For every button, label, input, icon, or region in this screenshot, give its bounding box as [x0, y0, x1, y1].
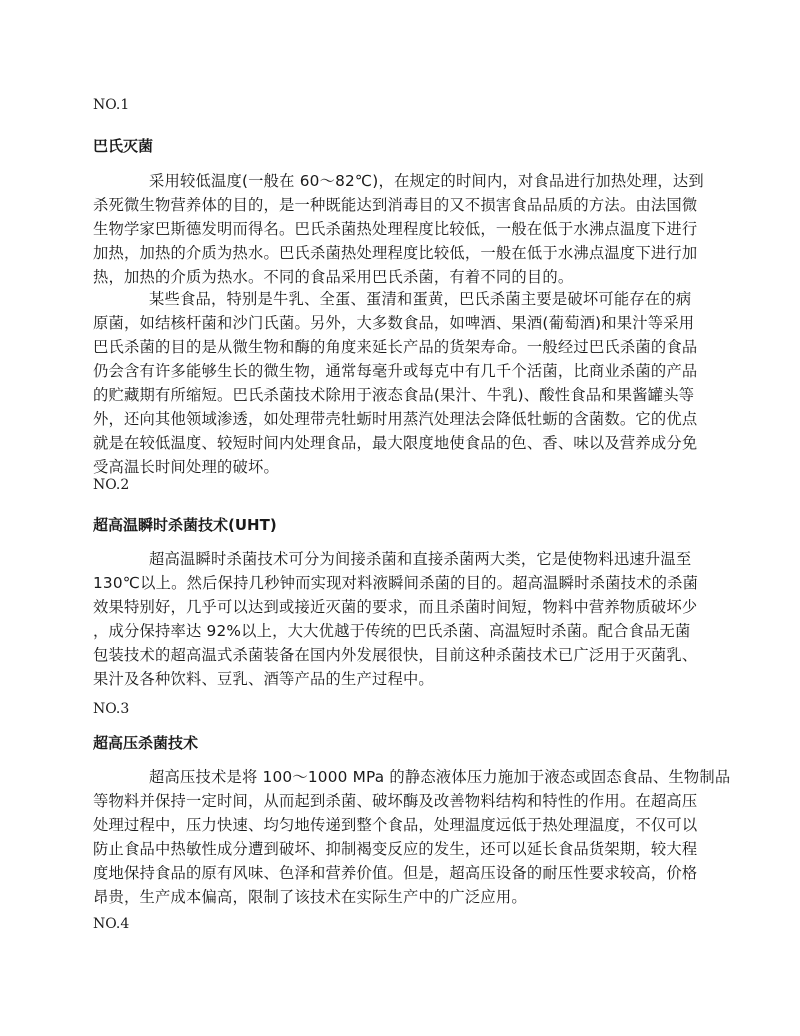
text-line: 果汁及各种饮料、豆乳、酒等产品的生产过程中。 — [93, 670, 434, 688]
text-line: 杀死微生物营养体的目的，是一种既能达到消毒目的又不损害食品品质的方法。由法国微 — [93, 196, 698, 214]
text-line: 包装技术的超高温式杀菌装备在国内外发展很快，目前这种杀菌技术已广泛用于灭菌乳、 — [93, 646, 698, 664]
section-heading-2: 超高温瞬时杀菌技术(UHT) — [93, 516, 277, 534]
text-line: 处理过程中，压力快速、均匀地传递到整个食品，处理温度远低于热处理温度，不仅可以 — [93, 816, 698, 834]
text-line: 生物学家巴斯德发明而得名。巴氏杀菌热处理程度比较低，一般在低于水沸点温度下进行 — [93, 220, 698, 238]
text-line: 度地保持食品的原有风味、色泽和营养价值。但是，超高压设备的耐压性要求较高，价格 — [93, 864, 698, 882]
text-line: 原菌，如结核杆菌和沙门氏菌。另外，大多数食品，如啤酒、果酒(葡萄酒)和果汁等采用 — [93, 314, 695, 332]
text-line: ，成分保持率达 92%以上，大大优越于传统的巴氏杀菌、高温短时杀菌。配合食品无菌 — [93, 622, 691, 640]
text-line: 昂贵，生产成本偏高，限制了该技术在实际生产中的广泛应用。 — [93, 888, 527, 906]
text-line: 巴氏杀菌的目的是从微生物和酶的角度来延长产品的货架寿命。一般经过巴氏杀菌的食品 — [93, 338, 698, 356]
section-heading-3: 超高压杀菌技术 — [93, 734, 199, 752]
text-line: 采用较低温度(一般在 60～82℃)，在规定的时间内，对食品进行加热处理，达到 — [149, 172, 704, 190]
paragraph — [93, 547, 715, 691]
text-line: 等物料并保持一定时间，从而起到杀菌、破坏酶及改善物料结构和特性的作用。在超高压 — [93, 792, 698, 810]
text-line: 受高温长时间处理的破坏。 — [93, 458, 279, 476]
text-line: 加热，加热的介质为热水。巴氏杀菌热处理程度比较低，一般在低于水沸点温度下进行加 — [93, 244, 698, 262]
section-number-3: NO.3 — [93, 701, 130, 717]
text-line: 就是在较低温度、较短时间内处理食品，最大限度地使食品的色、香、味以及营养成分免 — [93, 434, 698, 452]
text-line: 防止食品中热敏性成分遭到破坏、抑制褐变反应的发生，还可以延长食品货架期，较大程 — [93, 840, 698, 858]
section-number-2: NO.2 — [93, 477, 130, 493]
paragraph — [93, 287, 715, 479]
text-line: 130℃以上。然后保持几秒钟而实现对料液瞬间杀菌的目的。超高温瞬时杀菌技术的杀菌 — [93, 574, 699, 592]
text-line: 热，加热的介质为热水。不同的食品采用巴氏杀菌，有着不同的目的。 — [93, 268, 574, 286]
section-number-1: NO.1 — [93, 97, 130, 113]
section-heading-1: 巴氏灭菌 — [93, 137, 154, 155]
text-line: 某些食品，特别是牛乳、全蛋、蛋清和蛋黄，巴氏杀菌主要是破坏可能存在的病 — [149, 290, 692, 308]
text-line: 效果特别好，几乎可以达到或接近灭菌的要求，而且杀菌时间短，物料中营养物质破坏少 — [93, 598, 698, 616]
paragraph — [93, 169, 715, 289]
text-line: 外，还向其他领域渗透，如处理带壳牡蛎时用蒸汽处理法会降低牡蛎的含菌数。它的优点 — [93, 410, 698, 428]
text-line: 超高压技术是将 100～1000 MPa 的静态液体压力施加于液态或固态食品、生物制品 — [149, 768, 731, 786]
text-line: 超高温瞬时杀菌技术可分为间接杀菌和直接杀菌两大类，它是使物料迅速升温至 — [149, 550, 692, 568]
text-line: 的贮藏期有所缩短。巴氏杀菌技术除用于液态食品(果汁、牛乳)、酸性食品和果酱罐头等 — [93, 386, 695, 404]
text-line: 仍会含有许多能够生长的微生物，通常每毫升或每克中有几千个活菌，比商业杀菌的产品 — [93, 362, 698, 380]
section-number-4: NO.4 — [93, 916, 130, 932]
paragraph — [93, 765, 731, 909]
